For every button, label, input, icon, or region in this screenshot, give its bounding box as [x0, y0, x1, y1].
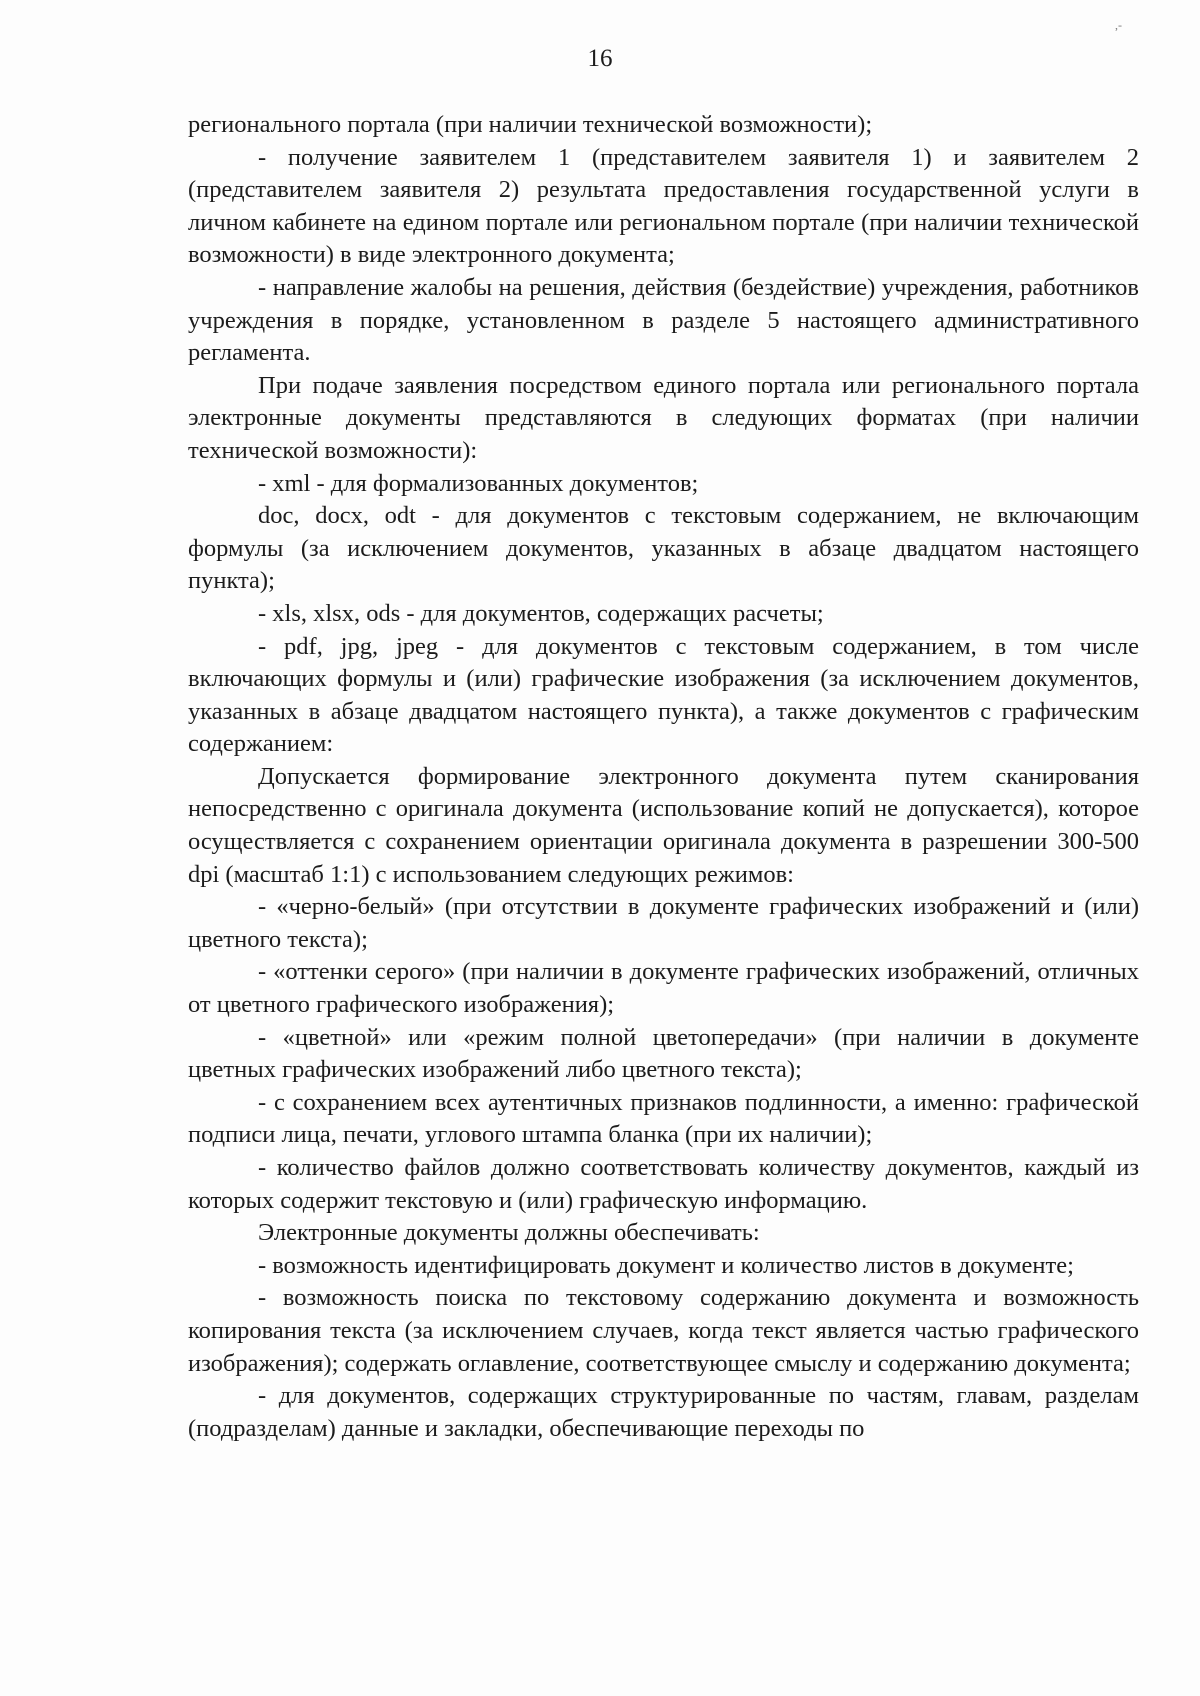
paragraph: - направление жалобы на решения, действия (бездействие) учреждения, работников учреждения в порядке, установленном в разделе 5 настоящего административного регламента.	[188, 273, 1139, 367]
paragraph: - «цветной» или «режим полной цветопередачи» (при наличии в документе цветных графических изображений либо цветного текста);	[188, 1023, 1139, 1084]
paragraph: - получение заявителем 1 (представителем заявителя 1) и заявителем 2 (представителем заявителя 2) результата предоставления государственной услуги в личном кабинете на едином портале или региональном портале (при наличии технической возможности) в виде электронного документа;	[188, 143, 1139, 269]
paragraph: - возможность поиска по текстовому содержанию документа и возможность копирования текста (за исключением случаев, когда текст является частью графического изображения); содержать оглавление, соответствующее смыслу и содержанию документа;	[188, 1284, 1139, 1377]
body-text	[188, 109, 1139, 1445]
paragraph: - xml - для формализованных документов;	[258, 469, 699, 497]
page-number: 16	[587, 45, 613, 72]
paragraph: Допускается формирование электронного документа путем сканирования непосредственно с оригинала документа (использование копий не допускается), которое осуществляется с сохранением ориентации оригинала документа в разрешении 300-500 dpi (масштаб 1:1) с использованием следующих режимов:	[188, 762, 1139, 888]
paragraph: - с сохранением всех аутентичных признаков подлинности, а именно: графической подписи лица, печати, углового штампа бланка (при их наличии);	[188, 1088, 1139, 1149]
paragraph: - возможность идентифицировать документ и количество листов в документе;	[258, 1251, 1074, 1279]
paragraph: При подаче заявления посредством единого портала или регионального портала электронные документы представляются в следующих форматах (при наличии технической возможности):	[188, 371, 1139, 464]
paragraph: - количество файлов должно соответствовать количеству документов, каждый из которых содержит текстовую и (или) графическую информацию.	[188, 1154, 1139, 1214]
paragraph: Электронные документы должны обеспечивать:	[258, 1219, 760, 1247]
corner-mark: ,-	[1115, 18, 1122, 32]
paragraph: - pdf, jpg, jpeg - для документов с текстовым содержанием, в том числе включающих формулы и (или) графические изображения (за исключением документов, указанных в абзаце двадцатом настоящего пункта), а также документов с графическим содержанием:	[188, 632, 1139, 758]
paragraph: - xls, xlsx, ods - для документов, содержащих расчеты;	[258, 599, 824, 627]
paragraph: - «черно-белый» (при отсутствии в документе графических изображений и (или) цветного текста);	[188, 893, 1139, 953]
paragraph-continued: регионального портала (при наличии технической возможности);	[188, 111, 873, 138]
paragraph: - «оттенки серого» (при наличии в документе графических изображений, отличных от цветного графического изображения);	[188, 958, 1139, 1019]
paragraph: doc, docx, odt - для документов с текстовым содержанием, не включающим формулы (за исключением документов, указанных в абзаце двадцатом настоящего пункта);	[188, 502, 1139, 595]
paragraph: - для документов, содержащих структурированные по частям, главам, разделам (подразделам) данные и закладки, обеспечивающие переходы по	[188, 1382, 1139, 1442]
